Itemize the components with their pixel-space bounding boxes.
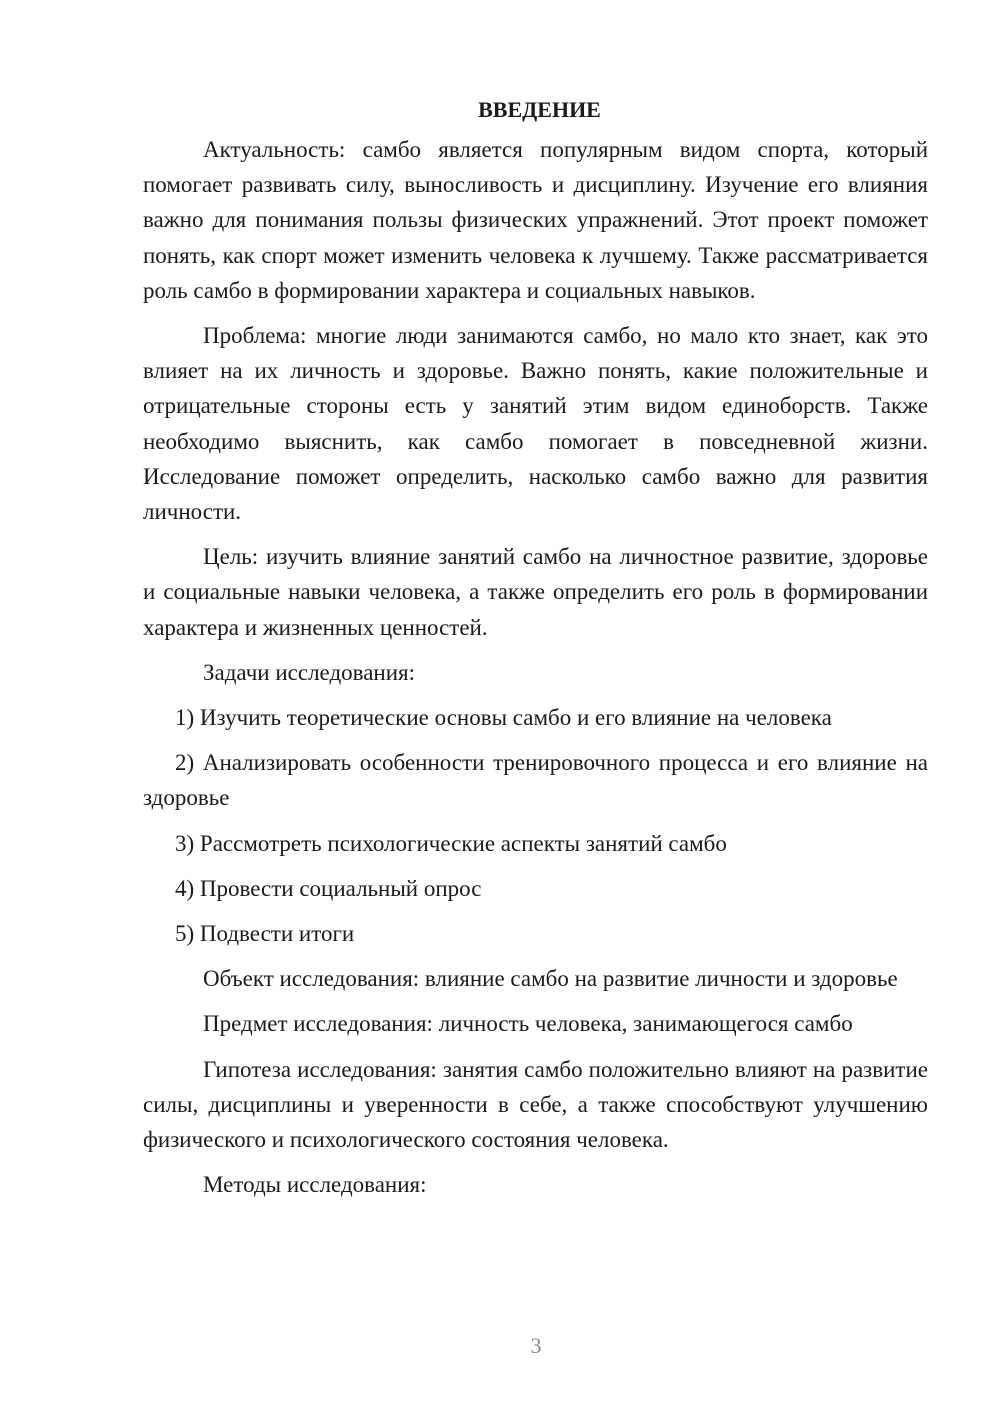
page-number: 3 (530, 1333, 542, 1358)
tasks-heading: Задачи исследования: (203, 659, 416, 685)
subject-paragraph: Предмет исследования: личность человека, занимающегося самбо (203, 1011, 853, 1037)
methods-heading: Методы исследования: (203, 1172, 427, 1198)
document-page (143, 92, 928, 1212)
relevance-paragraph: Актуальность: самбо является популярным видом спорта, который помогает развивать силу, выносливость и дисциплину. Изучение его влияния важно для понимания пользы физических упражнений. Этот проект поможет понять, как спорт может изменить человека к лучшему. Также рассматривается роль самбо в формировании характера и социальных навыков. (143, 137, 928, 303)
task-item: 3) Рассмотреть психологические аспекты занятий самбо (175, 830, 727, 856)
task-item: 1) Изучить теоретические основы самбо и его влияние на человека (175, 705, 832, 731)
goal-paragraph: Цель: изучить влияние занятий самбо на личностное развитие, здоровье и социальные навыки человека, а также определить его роль в формировании характера и жизненных ценностей. (143, 544, 928, 640)
section-heading: ВВЕДЕНИЕ (478, 97, 601, 122)
object-paragraph: Объект исследования: влияние самбо на развитие личности и здоровье (203, 966, 898, 992)
hypothesis-paragraph: Гипотеза исследования: занятия самбо положительно влияют на развитие силы, дисциплины и уверенности в себе, а также способствуют улучшению физического и психологического состояния человека. (143, 1056, 928, 1153)
task-item: 4) Провести социальный опрос (175, 875, 482, 901)
problem-paragraph: Проблема: многие люди занимаются самбо, но мало кто знает, как это влияет на их личность и здоровье. Важно понять, какие положительные и отрицательные стороны есть у занятий этим видом единоборств. Также необходимо выяснить, как самбо помогает в повседневной жизни. Исследование поможет определить, насколько самбо важно для развития личности. (143, 323, 928, 525)
task-item: 5) Подвести итоги (175, 921, 355, 947)
task-item: 2) Анализировать особенности тренировочного процесса и его влияние на здоровье (143, 750, 928, 811)
